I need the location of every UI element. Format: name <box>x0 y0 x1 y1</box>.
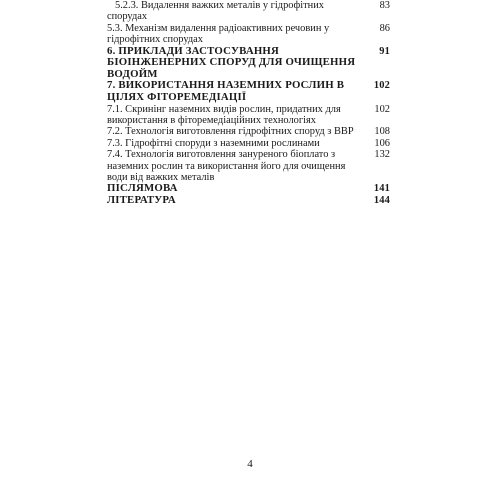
toc-entry-7-4 <box>107 149 390 183</box>
toc-entry-page: 106 <box>374 137 390 149</box>
toc-entry-5-3 <box>107 23 390 46</box>
page-number: 4 <box>247 458 253 470</box>
toc-entry-title: 7.2. Технологія виготовлення гідрофітних споруд з ВВР <box>107 126 354 138</box>
toc-entry-title: 6. ПРИКЛАДИ ЗАСТОСУВАННЯ БІОІНЖЕНЕРНИХ СПОРУД ДЛЯ ОЧИЩЕННЯ ВОДОЙМ <box>107 44 356 80</box>
toc-entry-page: 141 <box>373 183 390 195</box>
toc-entry-7-3 <box>107 138 390 149</box>
toc-entry-title: 5.3. Механізм видалення радіоактивних речовин у гідрофітних спорудах <box>107 22 330 46</box>
toc-entry-title: 7.3. Гідрофітні споруди з наземними рослинами <box>107 137 320 149</box>
toc-entry-title: ПІСЛЯМОВА <box>107 182 178 195</box>
toc-entry-chapter-6 <box>107 46 390 81</box>
toc-entry-page: 144 <box>373 195 390 207</box>
toc-entry-page: 86 <box>379 22 390 34</box>
toc-entry-page: 91 <box>379 45 390 57</box>
toc-entry-references <box>107 195 390 207</box>
toc-entry-7-1 <box>107 104 390 127</box>
toc-entry-7-2 <box>107 126 390 137</box>
toc-entry-5-2-3 <box>107 0 390 23</box>
toc-entry-title: 7.4. Технологія виготовлення зануреного біоплато з наземних рослин та використання його для очищення води від важких металів <box>107 149 346 184</box>
toc-entry-page: 83 <box>379 0 390 11</box>
toc-entry-title: 7. ВИКОРИСТАННЯ НАЗЕМНИХ РОСЛИН В ЦІЛЯХ ФІТОРЕМЕДІАЦІЇ <box>107 79 345 103</box>
toc-entry-page: 132 <box>374 149 390 161</box>
toc-entry-title: ЛІТЕРАТУРА <box>107 194 176 207</box>
toc-entry-page: 102 <box>374 103 390 115</box>
toc-entry-chapter-7 <box>107 80 390 103</box>
table-of-contents <box>107 0 390 207</box>
toc-entry-page: 102 <box>373 80 390 92</box>
toc-entry-page: 108 <box>374 126 390 138</box>
toc-entry-title: 5.2.3. Видалення важких металів у гідрофітних спорудах <box>107 0 324 23</box>
toc-entry-title: 7.1. Скринінг наземних видів рослин, придатних для використання в фіторемедіаційних технологіях <box>107 103 341 126</box>
